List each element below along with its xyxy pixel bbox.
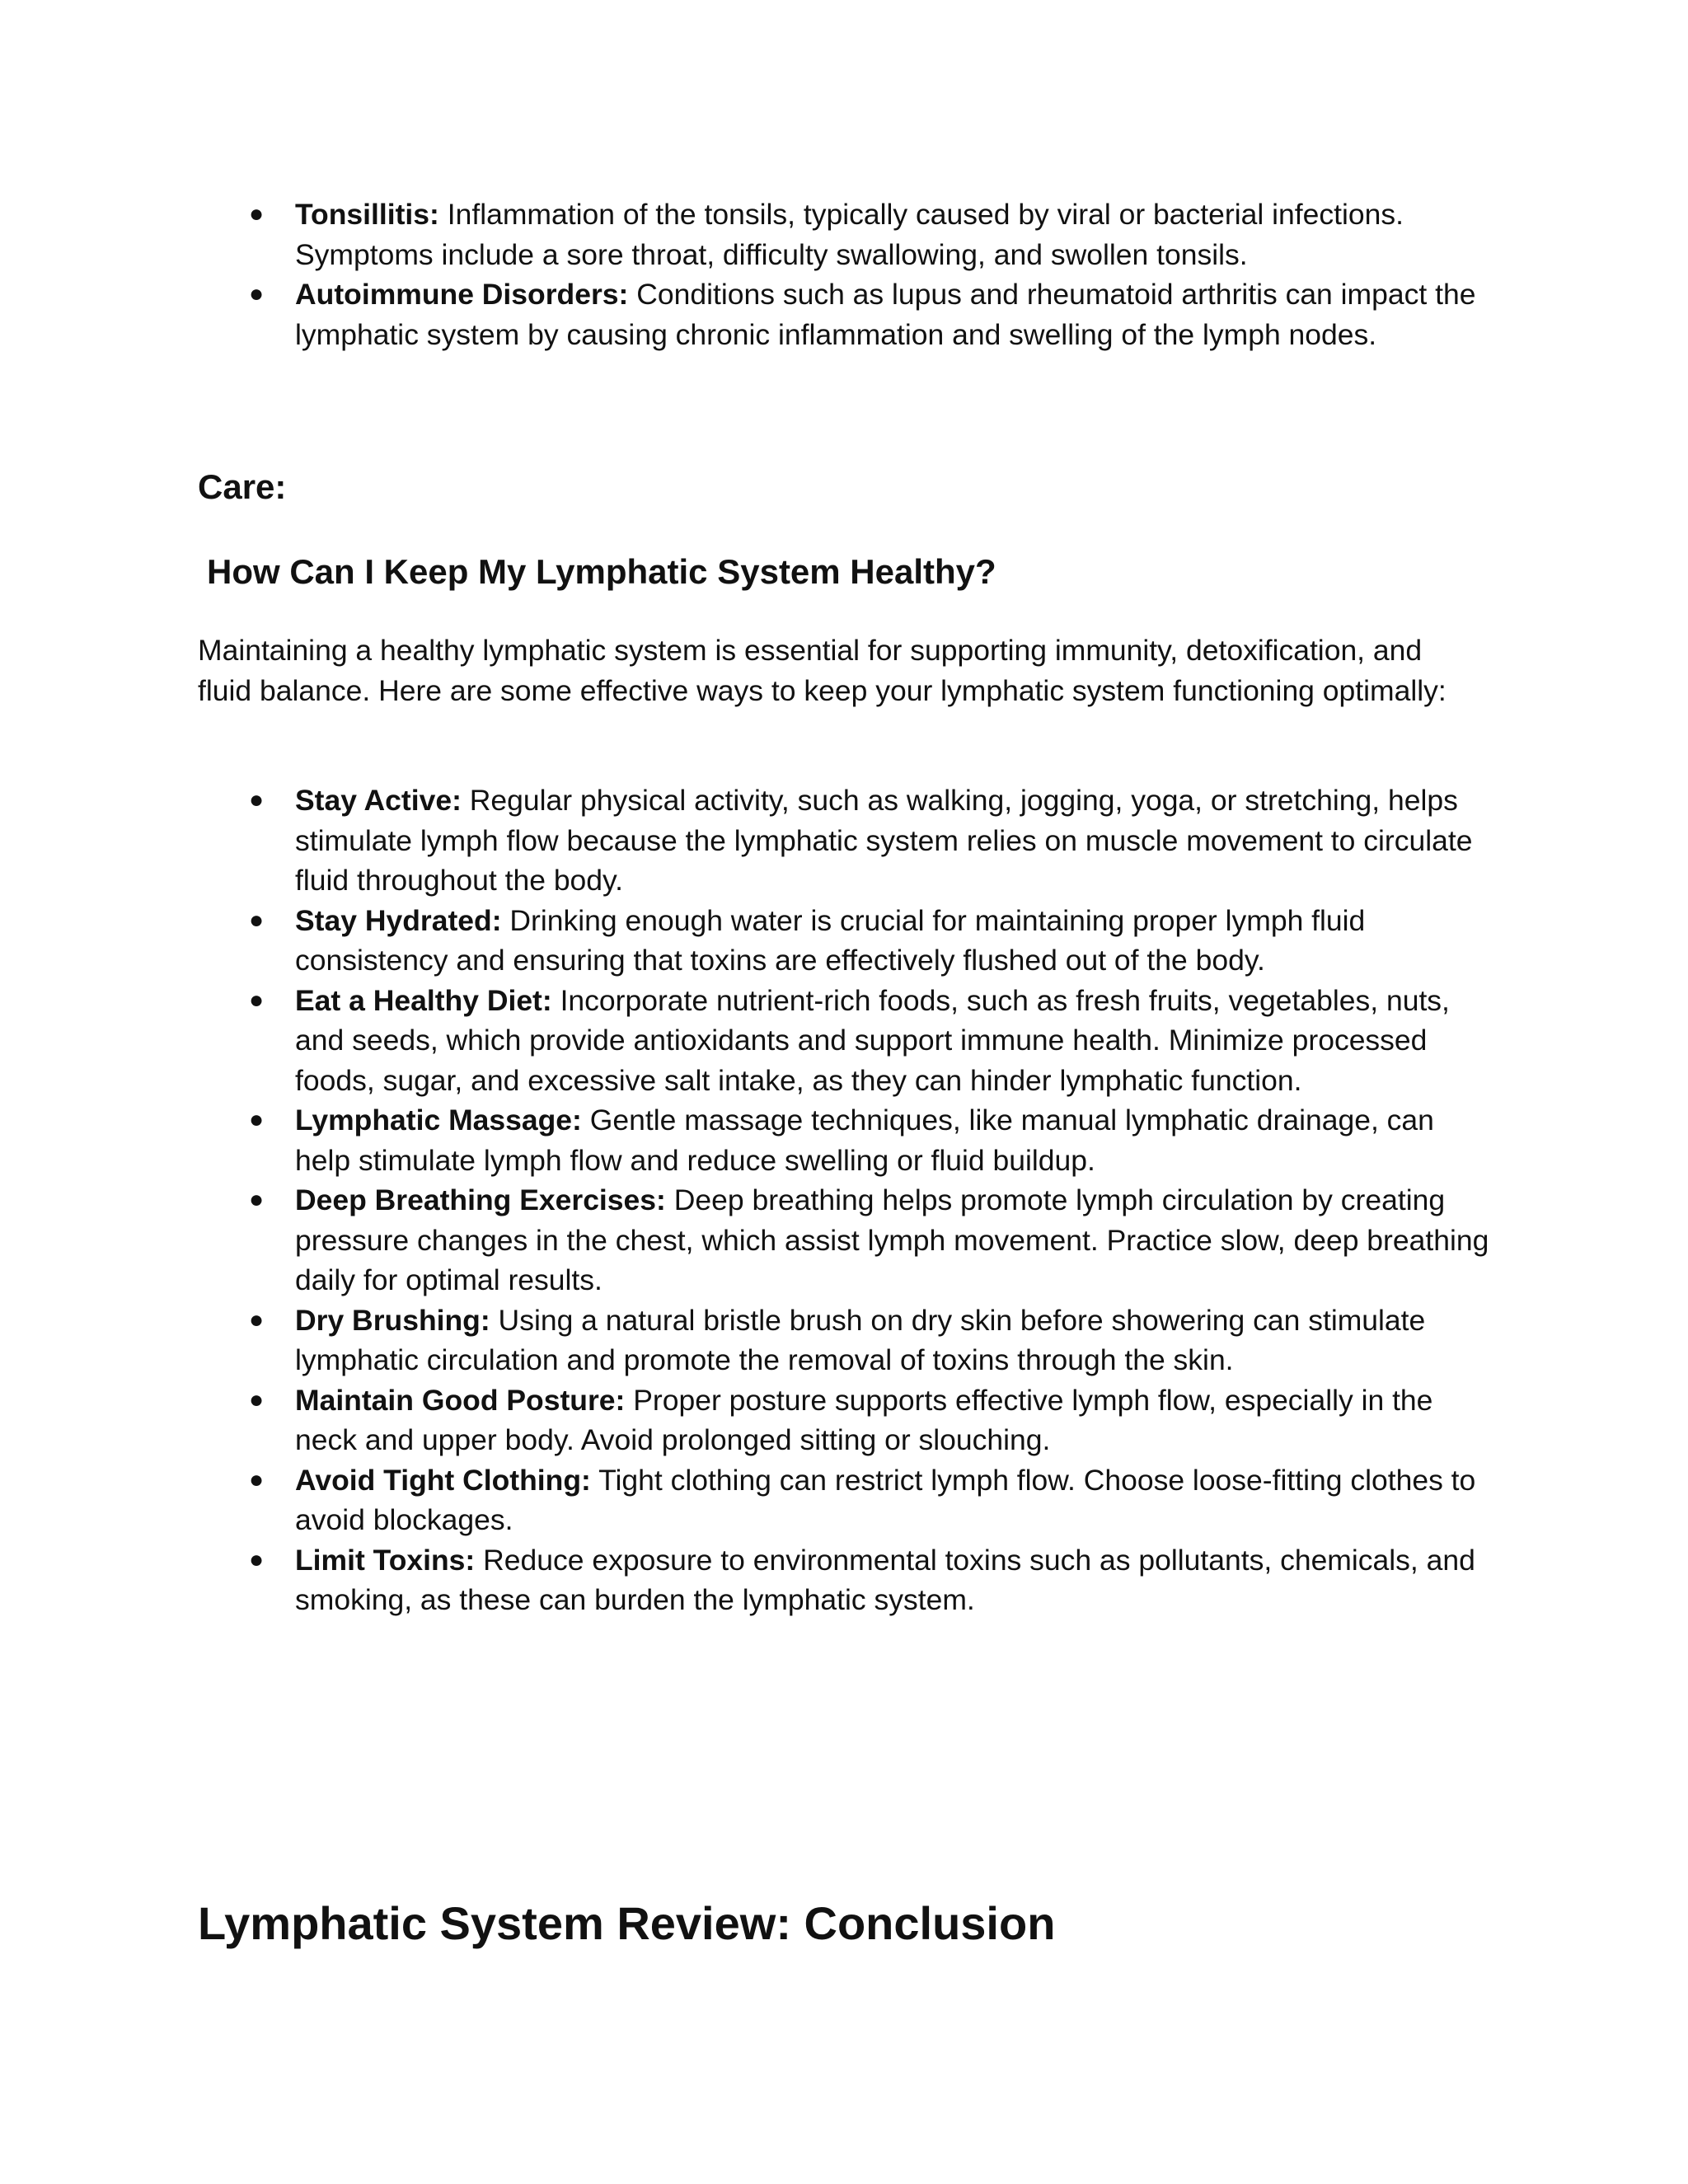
list-item-term: Maintain Good Posture: [295,1383,626,1417]
list-item-term: Avoid Tight Clothing: [295,1463,591,1497]
bullet-icon: ● [249,1186,265,1213]
list-item-text: Tight clothing can restrict lymph flow. Choose loose-fitting clothes to avoid blockages. [295,1463,1476,1536]
care-tips-list [198,780,1492,1620]
conclusion-heading: Lymphatic System Review: Conclusion [198,1897,1056,1949]
list-item [198,780,1492,901]
list-item [198,1380,1492,1460]
list-item-text: Reduce exposure to environmental toxins such as pollutants, chemicals, and smoking, as these can burden the lymphatic system. [295,1543,1475,1616]
list-item-term: Stay Hydrated: [295,903,502,937]
list-item-term: Autoimmune Disorders: [295,278,629,311]
bullet-icon: ● [249,280,265,307]
list-item-text: Conditions such as lupus and rheumatoid arthritis can impact the lymphatic system by causing chronic inflammation and swelling of the lymph nodes. [295,278,1476,351]
bullet-icon: ● [249,1465,265,1493]
list-item [198,901,1492,981]
bullet-icon: ● [249,1305,265,1333]
list-item-term: Eat a Healthy Diet: [295,983,552,1017]
list-item-text: Deep breathing helps promote lymph circulation by creating pressure changes in the chest, which assist lymph movement. Practice slow, deep breathing daily for optimal results. [295,1183,1489,1296]
list-item [198,1301,1492,1380]
bullet-icon: ● [249,1545,265,1573]
conditions-list [198,194,1492,354]
list-item-term: Lymphatic Massage: [295,1104,582,1137]
list-item-text: Drinking enough water is crucial for maintaining proper lymph fluid consistency and ensuring that toxins are effectively flushed out of the body. [295,903,1366,977]
bullet-icon: ● [249,200,265,227]
list-item-term: Deep Breathing Exercises: [295,1183,666,1216]
list-item-term: Tonsillitis: [295,198,439,231]
list-item [198,981,1492,1101]
list-item-text: Using a natural bristle brush on dry skin before showering can stimulate lymphatic circulation and promote the removal of toxins through the skin. [295,1303,1426,1376]
list-item-term: Dry Brushing: [295,1303,490,1337]
list-item-text: Proper posture supports effective lymph flow, especially in the neck and upper body. Avoid prolonged sitting or slouching. [295,1383,1433,1456]
list-item [198,194,1492,274]
care-subheading: How Can I Keep My Lymphatic System Healthy? [207,552,996,591]
care-heading: Care: [198,467,287,506]
bullet-icon: ● [249,1385,265,1413]
list-item [198,1100,1492,1180]
list-item-text: Inflammation of the tonsils, typically caused by viral or bacterial infections. Symptoms include a sore throat, difficulty swallowing, and swollen tonsils. [295,198,1404,271]
bullet-icon: ● [249,1106,265,1133]
list-item-text: Regular physical activity, such as walking, jogging, yoga, or stretching, helps stimulate lymph flow because the lymphatic system relies on muscle movement to circulate fluid throughout the body. [295,784,1473,897]
care-intro-paragraph: Maintaining a healthy lymphatic system is essential for supporting immunity, detoxification, and fluid balance. Here are some effective ways to keep your lymphatic system functioning optimally: [198,634,1447,707]
list-item-term: Stay Active: [295,784,462,817]
list-item [198,1540,1492,1620]
list-item-term: Limit Toxins: [295,1543,476,1577]
bullet-icon: ● [249,906,265,934]
list-item [198,1460,1492,1540]
list-item-text: Incorporate nutrient-rich foods, such as fresh fruits, vegetables, nuts, and seeds, which provide antioxidants and support immune health. Minimize processed foods, sugar, and excessive salt intake, as they can hinder lymphatic function. [295,983,1450,1097]
bullet-icon: ● [249,786,265,813]
bullet-icon: ● [249,986,265,1014]
list-item-text: Gentle massage techniques, like manual lymphatic drainage, can help stimulate lymph flow and reduce swelling or fluid buildup. [295,1104,1434,1177]
list-item [198,274,1492,354]
list-item [198,1180,1492,1301]
